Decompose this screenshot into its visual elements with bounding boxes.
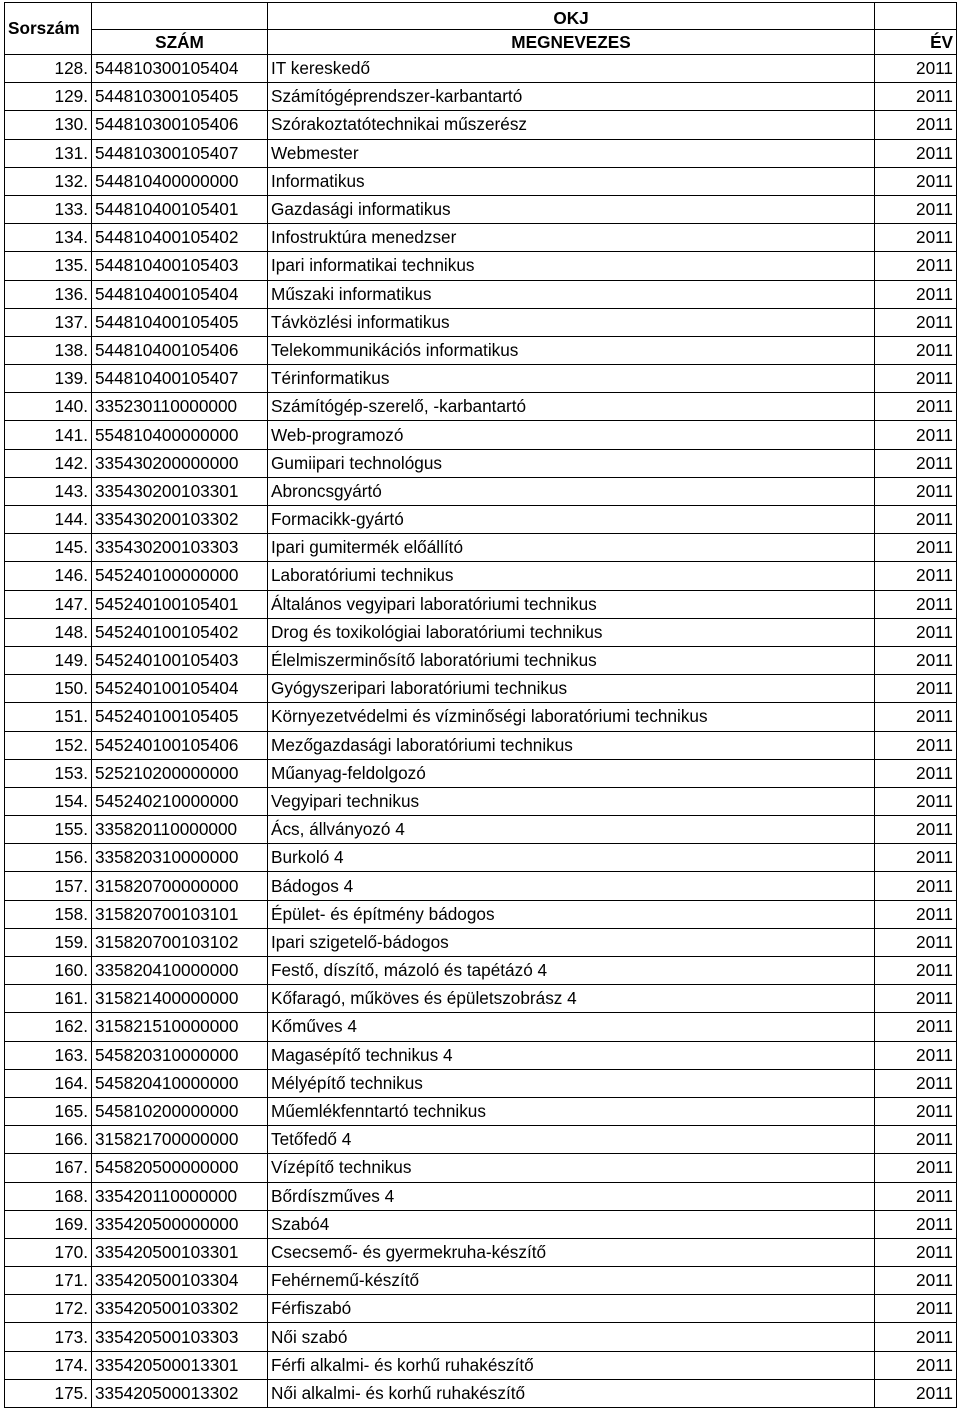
row-okj-szam: 545240100105402 bbox=[92, 618, 268, 646]
row-okj-szam: 545820310000000 bbox=[92, 1041, 268, 1069]
row-sorszam: 132. bbox=[5, 167, 92, 195]
row-ev: 2011 bbox=[875, 1182, 957, 1210]
row-ev: 2011 bbox=[875, 872, 957, 900]
table-row bbox=[5, 1013, 957, 1041]
row-sorszam: 139. bbox=[5, 365, 92, 393]
row-ev: 2011 bbox=[875, 1097, 957, 1125]
row-okj-szam: 545820410000000 bbox=[92, 1069, 268, 1097]
row-sorszam: 161. bbox=[5, 985, 92, 1013]
row-sorszam: 151. bbox=[5, 703, 92, 731]
table-row bbox=[5, 506, 957, 534]
row-okj-szam: 335430200103303 bbox=[92, 534, 268, 562]
row-ev: 2011 bbox=[875, 365, 957, 393]
row-okj-szam: 335230110000000 bbox=[92, 393, 268, 421]
row-okj-szam: 544810400105402 bbox=[92, 224, 268, 252]
row-okj-szam: 315820700103101 bbox=[92, 900, 268, 928]
row-ev: 2011 bbox=[875, 534, 957, 562]
row-okj-szam: 335420500103301 bbox=[92, 1238, 268, 1266]
row-sorszam: 140. bbox=[5, 393, 92, 421]
row-megnevezes: Abroncsgyártó bbox=[268, 477, 875, 505]
row-sorszam: 134. bbox=[5, 224, 92, 252]
row-ev: 2011 bbox=[875, 336, 957, 364]
row-megnevezes: Férfiszabó bbox=[268, 1295, 875, 1323]
row-ev: 2011 bbox=[875, 1126, 957, 1154]
row-sorszam: 166. bbox=[5, 1126, 92, 1154]
row-ev: 2011 bbox=[875, 844, 957, 872]
row-ev: 2011 bbox=[875, 1267, 957, 1295]
table-row bbox=[5, 83, 957, 111]
table-row bbox=[5, 139, 957, 167]
table-row bbox=[5, 1126, 957, 1154]
header-szam: SZÁM bbox=[92, 30, 268, 55]
row-okj-szam: 335420500103304 bbox=[92, 1267, 268, 1295]
row-okj-szam: 335430200000000 bbox=[92, 449, 268, 477]
row-okj-szam: 544810400105406 bbox=[92, 336, 268, 364]
row-sorszam: 167. bbox=[5, 1154, 92, 1182]
table-row bbox=[5, 1182, 957, 1210]
row-sorszam: 141. bbox=[5, 421, 92, 449]
row-sorszam: 130. bbox=[5, 111, 92, 139]
table-row bbox=[5, 1379, 957, 1407]
table-row bbox=[5, 1238, 957, 1266]
table-row bbox=[5, 1041, 957, 1069]
row-ev: 2011 bbox=[875, 759, 957, 787]
row-ev: 2011 bbox=[875, 928, 957, 956]
row-ev: 2011 bbox=[875, 477, 957, 505]
row-sorszam: 142. bbox=[5, 449, 92, 477]
row-megnevezes: Vegyipari technikus bbox=[268, 787, 875, 815]
row-okj-szam: 545240100105404 bbox=[92, 675, 268, 703]
table-row bbox=[5, 562, 957, 590]
row-sorszam: 175. bbox=[5, 1379, 92, 1407]
table-row bbox=[5, 252, 957, 280]
table-row bbox=[5, 787, 957, 815]
header-row-bottom bbox=[5, 30, 957, 55]
row-okj-szam: 544810300105407 bbox=[92, 139, 268, 167]
row-megnevezes: Kőfaragó, műköves és épületszobrász 4 bbox=[268, 985, 875, 1013]
row-megnevezes: Épület- és építmény bádogos bbox=[268, 900, 875, 928]
okj-table bbox=[4, 2, 957, 1408]
row-okj-szam: 545240210000000 bbox=[92, 787, 268, 815]
row-megnevezes: Női alkalmi- és korhű ruhakészítő bbox=[268, 1379, 875, 1407]
row-ev: 2011 bbox=[875, 506, 957, 534]
table-row bbox=[5, 280, 957, 308]
header-okj: OKJ bbox=[268, 3, 875, 30]
row-sorszam: 147. bbox=[5, 590, 92, 618]
row-ev: 2011 bbox=[875, 1379, 957, 1407]
row-okj-szam: 335420500103303 bbox=[92, 1323, 268, 1351]
row-megnevezes: Bőrdíszműves 4 bbox=[268, 1182, 875, 1210]
row-sorszam: 128. bbox=[5, 55, 92, 83]
row-okj-szam: 315820700000000 bbox=[92, 872, 268, 900]
row-sorszam: 174. bbox=[5, 1351, 92, 1379]
row-megnevezes: Burkoló 4 bbox=[268, 844, 875, 872]
row-okj-szam: 545240100105405 bbox=[92, 703, 268, 731]
row-sorszam: 136. bbox=[5, 280, 92, 308]
table-row bbox=[5, 731, 957, 759]
row-okj-szam: 335820310000000 bbox=[92, 844, 268, 872]
row-megnevezes: IT kereskedő bbox=[268, 55, 875, 83]
row-sorszam: 145. bbox=[5, 534, 92, 562]
row-sorszam: 172. bbox=[5, 1295, 92, 1323]
row-megnevezes: Ipari szigetelő-bádogos bbox=[268, 928, 875, 956]
row-okj-szam: 544810400105404 bbox=[92, 280, 268, 308]
row-ev: 2011 bbox=[875, 590, 957, 618]
row-megnevezes: Mélyépítő technikus bbox=[268, 1069, 875, 1097]
row-ev: 2011 bbox=[875, 1013, 957, 1041]
row-megnevezes: Tetőfedő 4 bbox=[268, 1126, 875, 1154]
row-okj-szam: 544810300105405 bbox=[92, 83, 268, 111]
row-sorszam: 170. bbox=[5, 1238, 92, 1266]
table-row bbox=[5, 703, 957, 731]
row-sorszam: 159. bbox=[5, 928, 92, 956]
table-row bbox=[5, 844, 957, 872]
table-row bbox=[5, 195, 957, 223]
row-ev: 2011 bbox=[875, 280, 957, 308]
table-row bbox=[5, 55, 957, 83]
row-ev: 2011 bbox=[875, 562, 957, 590]
row-megnevezes: Web-programozó bbox=[268, 421, 875, 449]
table-row bbox=[5, 646, 957, 674]
header-okj-right-spacer bbox=[875, 3, 957, 30]
row-okj-szam: 545240100105401 bbox=[92, 590, 268, 618]
table-row bbox=[5, 928, 957, 956]
row-sorszam: 143. bbox=[5, 477, 92, 505]
row-ev: 2011 bbox=[875, 731, 957, 759]
row-okj-szam: 545240100000000 bbox=[92, 562, 268, 590]
table-row bbox=[5, 308, 957, 336]
table-row bbox=[5, 872, 957, 900]
table-row bbox=[5, 1154, 957, 1182]
row-ev: 2011 bbox=[875, 787, 957, 815]
row-sorszam: 131. bbox=[5, 139, 92, 167]
table-row bbox=[5, 1097, 957, 1125]
row-sorszam: 171. bbox=[5, 1267, 92, 1295]
header-ev: ÉV bbox=[875, 30, 957, 55]
row-ev: 2011 bbox=[875, 1295, 957, 1323]
row-ev: 2011 bbox=[875, 55, 957, 83]
row-sorszam: 150. bbox=[5, 675, 92, 703]
row-megnevezes: Formacikk-gyártó bbox=[268, 506, 875, 534]
row-megnevezes: Csecsemő- és gyermekruha-készítő bbox=[268, 1238, 875, 1266]
row-ev: 2011 bbox=[875, 646, 957, 674]
row-okj-szam: 335420110000000 bbox=[92, 1182, 268, 1210]
row-megnevezes: Távközlési informatikus bbox=[268, 308, 875, 336]
row-ev: 2011 bbox=[875, 421, 957, 449]
header-okj-left-spacer bbox=[92, 3, 268, 30]
row-okj-szam: 315821510000000 bbox=[92, 1013, 268, 1041]
table-row bbox=[5, 816, 957, 844]
row-okj-szam: 335820410000000 bbox=[92, 957, 268, 985]
row-okj-szam: 335430200103301 bbox=[92, 477, 268, 505]
row-megnevezes: Műanyag-feldolgozó bbox=[268, 759, 875, 787]
row-okj-szam: 544810400105405 bbox=[92, 308, 268, 336]
row-okj-szam: 335820110000000 bbox=[92, 816, 268, 844]
table-row bbox=[5, 1069, 957, 1097]
row-megnevezes: Bádogos 4 bbox=[268, 872, 875, 900]
row-megnevezes: Fehérnemű-készítő bbox=[268, 1267, 875, 1295]
row-megnevezes: Műszaki informatikus bbox=[268, 280, 875, 308]
row-megnevezes: Női szabó bbox=[268, 1323, 875, 1351]
row-ev: 2011 bbox=[875, 618, 957, 646]
row-ev: 2011 bbox=[875, 252, 957, 280]
row-megnevezes: Szórakoztatótechnikai műszerész bbox=[268, 111, 875, 139]
row-ev: 2011 bbox=[875, 1154, 957, 1182]
row-ev: 2011 bbox=[875, 111, 957, 139]
row-ev: 2011 bbox=[875, 167, 957, 195]
table-row bbox=[5, 590, 957, 618]
row-megnevezes: Ács, állványozó 4 bbox=[268, 816, 875, 844]
row-megnevezes: Webmester bbox=[268, 139, 875, 167]
row-megnevezes: Mezőgazdasági laboratóriumi technikus bbox=[268, 731, 875, 759]
row-megnevezes: Számítógép-szerelő, -karbantartó bbox=[268, 393, 875, 421]
row-sorszam: 173. bbox=[5, 1323, 92, 1351]
row-megnevezes: Általános vegyipari laboratóriumi technikus bbox=[268, 590, 875, 618]
row-sorszam: 162. bbox=[5, 1013, 92, 1041]
row-megnevezes: Laboratóriumi technikus bbox=[268, 562, 875, 590]
row-sorszam: 138. bbox=[5, 336, 92, 364]
row-sorszam: 155. bbox=[5, 816, 92, 844]
table-row bbox=[5, 1295, 957, 1323]
row-okj-szam: 335420500000000 bbox=[92, 1210, 268, 1238]
row-okj-szam: 315821700000000 bbox=[92, 1126, 268, 1154]
row-ev: 2011 bbox=[875, 83, 957, 111]
table-row bbox=[5, 1323, 957, 1351]
row-ev: 2011 bbox=[875, 1323, 957, 1351]
row-ev: 2011 bbox=[875, 900, 957, 928]
row-sorszam: 163. bbox=[5, 1041, 92, 1069]
row-ev: 2011 bbox=[875, 1351, 957, 1379]
header-megnevezes: MEGNEVEZES bbox=[268, 30, 875, 55]
row-ev: 2011 bbox=[875, 1238, 957, 1266]
row-sorszam: 169. bbox=[5, 1210, 92, 1238]
table-row bbox=[5, 985, 957, 1013]
row-ev: 2011 bbox=[875, 675, 957, 703]
row-sorszam: 135. bbox=[5, 252, 92, 280]
row-megnevezes: Élelmiszerminősítő laboratóriumi technikus bbox=[268, 646, 875, 674]
row-megnevezes: Ipari informatikai technikus bbox=[268, 252, 875, 280]
row-okj-szam: 544810400105401 bbox=[92, 195, 268, 223]
row-sorszam: 165. bbox=[5, 1097, 92, 1125]
row-okj-szam: 544810300105404 bbox=[92, 55, 268, 83]
row-megnevezes: Kőműves 4 bbox=[268, 1013, 875, 1041]
row-okj-szam: 315821400000000 bbox=[92, 985, 268, 1013]
table-row bbox=[5, 449, 957, 477]
table-row bbox=[5, 759, 957, 787]
row-okj-szam: 335420500013301 bbox=[92, 1351, 268, 1379]
row-ev: 2011 bbox=[875, 1210, 957, 1238]
row-sorszam: 154. bbox=[5, 787, 92, 815]
row-sorszam: 157. bbox=[5, 872, 92, 900]
table-row bbox=[5, 111, 957, 139]
header-sorszam: Sorszám bbox=[5, 3, 92, 55]
row-megnevezes: Számítógéprendszer-karbantartó bbox=[268, 83, 875, 111]
row-ev: 2011 bbox=[875, 985, 957, 1013]
row-megnevezes: Szabó4 bbox=[268, 1210, 875, 1238]
row-sorszam: 168. bbox=[5, 1182, 92, 1210]
row-sorszam: 144. bbox=[5, 506, 92, 534]
table-row bbox=[5, 224, 957, 252]
row-megnevezes: Gumiipari technológus bbox=[268, 449, 875, 477]
table-row bbox=[5, 534, 957, 562]
table-row bbox=[5, 900, 957, 928]
row-sorszam: 129. bbox=[5, 83, 92, 111]
row-ev: 2011 bbox=[875, 139, 957, 167]
row-okj-szam: 544810400000000 bbox=[92, 167, 268, 195]
row-megnevezes: Műemlékfenntartó technikus bbox=[268, 1097, 875, 1125]
table-row bbox=[5, 421, 957, 449]
table-row bbox=[5, 675, 957, 703]
row-okj-szam: 335430200103302 bbox=[92, 506, 268, 534]
table-row bbox=[5, 167, 957, 195]
row-sorszam: 152. bbox=[5, 731, 92, 759]
row-ev: 2011 bbox=[875, 957, 957, 985]
header-row-top bbox=[5, 3, 957, 30]
table-row bbox=[5, 1210, 957, 1238]
row-sorszam: 164. bbox=[5, 1069, 92, 1097]
row-megnevezes: Magasépítő technikus 4 bbox=[268, 1041, 875, 1069]
row-sorszam: 160. bbox=[5, 957, 92, 985]
row-megnevezes: Vízépítő technikus bbox=[268, 1154, 875, 1182]
row-megnevezes: Drog és toxikológiai laboratóriumi technikus bbox=[268, 618, 875, 646]
row-sorszam: 146. bbox=[5, 562, 92, 590]
row-sorszam: 158. bbox=[5, 900, 92, 928]
table-row bbox=[5, 365, 957, 393]
row-okj-szam: 525210200000000 bbox=[92, 759, 268, 787]
row-ev: 2011 bbox=[875, 703, 957, 731]
row-megnevezes: Informatikus bbox=[268, 167, 875, 195]
table-row bbox=[5, 618, 957, 646]
row-ev: 2011 bbox=[875, 1069, 957, 1097]
row-sorszam: 133. bbox=[5, 195, 92, 223]
table-header bbox=[5, 3, 957, 55]
row-megnevezes: Ipari gumitermék előállító bbox=[268, 534, 875, 562]
row-okj-szam: 545810200000000 bbox=[92, 1097, 268, 1125]
table-row bbox=[5, 957, 957, 985]
row-megnevezes: Gyógyszeripari laboratóriumi technikus bbox=[268, 675, 875, 703]
row-megnevezes: Férfi alkalmi- és korhű ruhakészítő bbox=[268, 1351, 875, 1379]
row-ev: 2011 bbox=[875, 449, 957, 477]
row-megnevezes: Telekommunikációs informatikus bbox=[268, 336, 875, 364]
row-okj-szam: 315820700103102 bbox=[92, 928, 268, 956]
table-body bbox=[5, 55, 957, 1408]
row-sorszam: 156. bbox=[5, 844, 92, 872]
row-okj-szam: 554810400000000 bbox=[92, 421, 268, 449]
row-ev: 2011 bbox=[875, 393, 957, 421]
row-okj-szam: 545240100105403 bbox=[92, 646, 268, 674]
row-ev: 2011 bbox=[875, 224, 957, 252]
row-ev: 2011 bbox=[875, 195, 957, 223]
table-row bbox=[5, 1267, 957, 1295]
row-okj-szam: 545240100105406 bbox=[92, 731, 268, 759]
row-ev: 2011 bbox=[875, 308, 957, 336]
row-okj-szam: 335420500013302 bbox=[92, 1379, 268, 1407]
row-ev: 2011 bbox=[875, 816, 957, 844]
row-megnevezes: Térinformatikus bbox=[268, 365, 875, 393]
row-okj-szam: 544810300105406 bbox=[92, 111, 268, 139]
row-megnevezes: Környezetvédelmi és vízminőségi laboratóriumi technikus bbox=[268, 703, 875, 731]
row-sorszam: 137. bbox=[5, 308, 92, 336]
row-okj-szam: 544810400105403 bbox=[92, 252, 268, 280]
table-row bbox=[5, 336, 957, 364]
table-row bbox=[5, 1351, 957, 1379]
table-row bbox=[5, 477, 957, 505]
row-okj-szam: 545820500000000 bbox=[92, 1154, 268, 1182]
row-sorszam: 153. bbox=[5, 759, 92, 787]
row-sorszam: 148. bbox=[5, 618, 92, 646]
row-sorszam: 149. bbox=[5, 646, 92, 674]
table-row bbox=[5, 393, 957, 421]
row-megnevezes: Gazdasági informatikus bbox=[268, 195, 875, 223]
row-okj-szam: 544810400105407 bbox=[92, 365, 268, 393]
row-megnevezes: Infostruktúra menedzser bbox=[268, 224, 875, 252]
row-megnevezes: Festő, díszítő, mázoló és tapétázó 4 bbox=[268, 957, 875, 985]
row-ev: 2011 bbox=[875, 1041, 957, 1069]
row-okj-szam: 335420500103302 bbox=[92, 1295, 268, 1323]
